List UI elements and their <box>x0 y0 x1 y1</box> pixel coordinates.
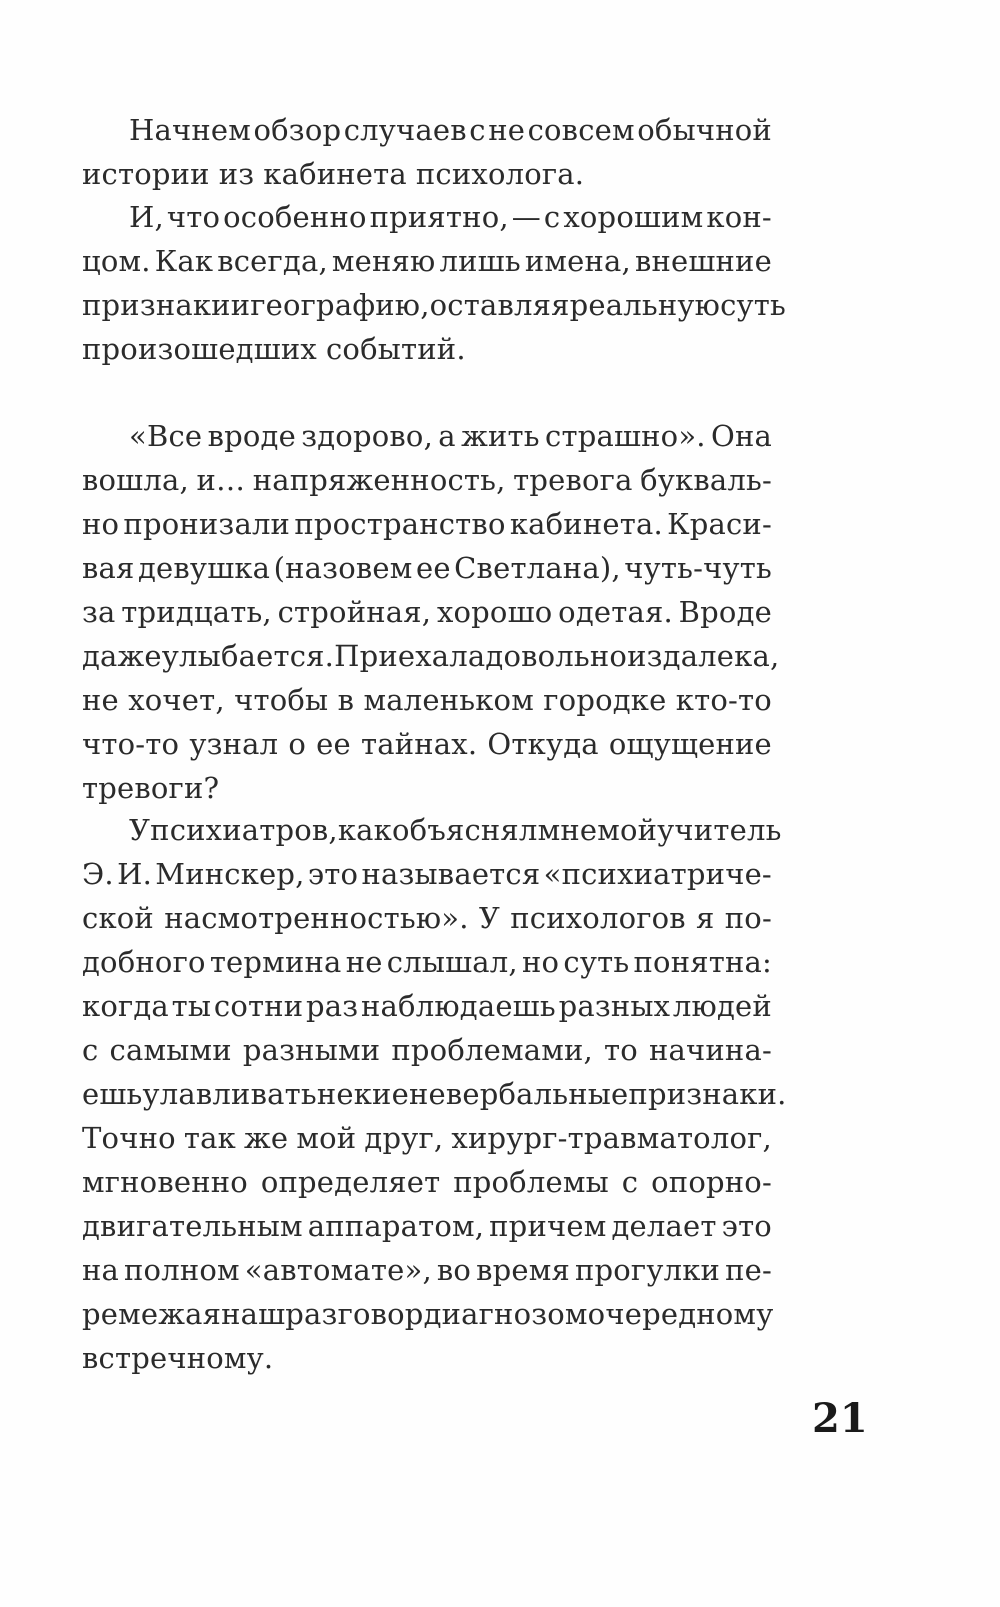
text-line: Начнем обзор случаев с не совсем обычной <box>129 113 772 147</box>
text-line: на полном «автомате», во время прогулки пе- <box>82 1253 772 1287</box>
text-line: двигательным аппаратом, причем делает это <box>82 1209 772 1243</box>
text-line: мгновенно определяет проблемы с опорно- <box>82 1165 772 1199</box>
text-line: что-то узнал о ее тайнах. Откуда ощущение <box>82 727 772 761</box>
text-line: вошла, и… напряженность, тревога букваль- <box>82 463 772 497</box>
text-line: с самыми разными проблемами, то начина- <box>82 1033 772 1067</box>
text-line: Точно так же мой друг, хирург-травматолог, <box>82 1121 772 1155</box>
text-line: добного термина не слышал, но суть понятна: <box>82 945 772 979</box>
text-line: ремежая наш разговор диагнозом очередному <box>82 1297 774 1331</box>
text-line: истории из кабинета психолога. <box>82 157 585 191</box>
text-line: ешь улавливать некие невербальные признаки. <box>82 1077 787 1111</box>
text-line: произошедших событий. <box>82 332 466 366</box>
paragraph-1 <box>82 108 772 196</box>
paragraph-2 <box>82 195 786 371</box>
text-line: даже улыбается. Приехала довольно издалека, <box>82 639 780 673</box>
text-line: не хочет, чтобы в маленьком городке кто-то <box>82 683 772 717</box>
paragraph-3 <box>82 414 780 810</box>
page-number: 21 <box>812 1395 868 1442</box>
text-line: когда ты сотни раз наблюдаешь разных людей <box>82 989 772 1023</box>
text-line: вая девушка (назовем ее Светлана), чуть-чуть <box>82 551 772 585</box>
text-line: но пронизали пространство кабинета. Краси- <box>82 507 772 541</box>
text-line: ской насмотренностью». У психологов я по- <box>82 901 772 935</box>
text-line: «Все вроде здорово, а жить страшно». Она <box>129 419 772 453</box>
text-line: цом. Как всегда, меняю лишь имена, внешние <box>82 244 772 278</box>
text-line: за тридцать, стройная, хорошо одетая. Вроде <box>82 595 772 629</box>
text-line: признаки и географию, оставляя реальную суть <box>82 288 786 322</box>
text-line: встречному. <box>82 1341 274 1375</box>
text-line: Э. И. Минскер, это называется «психиатриче- <box>82 857 772 891</box>
text-line: У психиатров, как объяснял мне мой учитель <box>129 813 782 847</box>
text-line: И, что особенно приятно, — с хорошим кон- <box>129 200 772 234</box>
text-line: тревоги? <box>82 771 220 805</box>
paragraph-4 <box>82 808 787 1380</box>
